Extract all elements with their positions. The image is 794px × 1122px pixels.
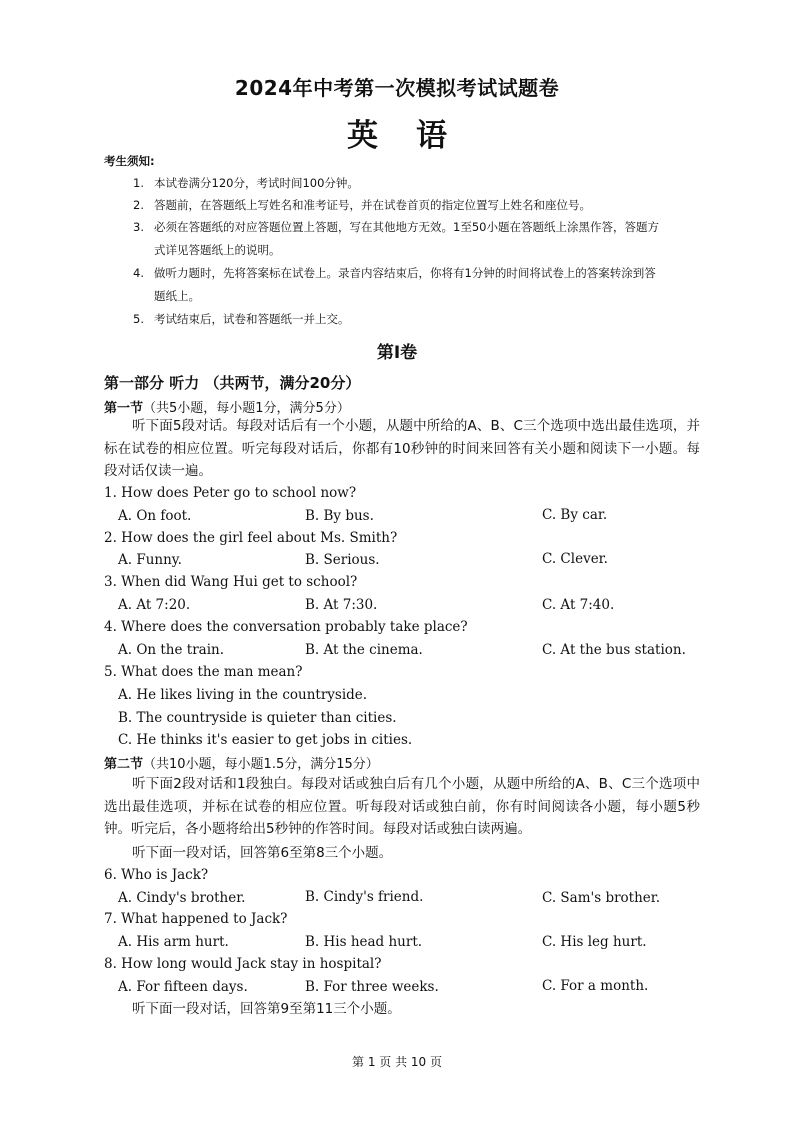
option-a: A. On the train. [118,642,225,658]
subject-title: 英语 [347,118,485,154]
section-heading [104,397,350,416]
option-b: B. At 7:30. [305,597,378,613]
rule-number: 1. [133,176,144,190]
volume-title: 第Ⅰ卷 [376,343,418,363]
part-title: 第一部分 听力 （共两节，满分20分） [104,374,361,392]
rule-text: 答题前，在答题纸上写姓名和准考证号，并在试卷首页的指定位置写上姓名和座位号。 [154,198,591,212]
option-b: B. Serious. [305,552,380,568]
rule-number: 4. [133,266,144,280]
option-c: C. At the bus station. [542,642,686,658]
rule-text: 必须在答题纸的对应答题位置上答题，写在其他地方无效。1至50小题在答题纸上涂黑作答，答题方 [154,220,659,234]
option-c: C. By car. [542,507,608,523]
option-c: C. Clever. [542,551,608,567]
dialogue-instruction: 听下面一段对话，回答第6至第8三个小题。 [132,845,393,861]
section-info: （共5小题，每小题1分，满分5分） [143,401,350,416]
option-c: C. Sam's brother. [542,890,661,906]
option-c: C. For a month. [542,978,649,994]
notice-heading: 考生须知: [104,154,155,168]
option-b: B. Cindy's friend. [305,889,424,905]
rule-text: 考试结束后，试卷和答题纸一并上交。 [154,312,350,326]
dialogue-instruction: 听下面一段对话，回答第9至第11三个小题。 [132,1001,401,1017]
rule-text: 本试卷满分120分，考试时间100分钟。 [154,176,359,190]
option-b: B. At the cinema. [305,642,423,658]
question-stem: 1. How does Peter go to school now? [104,485,357,501]
section-heading [104,753,379,772]
question-stem: 4. Where does the conversation probably take place? [104,619,468,635]
option-a: A. At 7:20. [118,597,191,613]
question-stem: 3. When did Wang Hui get to school? [104,574,358,590]
rule-number: 3. [133,220,144,234]
option-a: A. His arm hurt. [118,934,229,950]
rule-number: 2. [133,198,144,212]
exam-title: 2024年中考第一次模拟考试试题卷 [234,76,560,100]
option-a: A. Cindy's brother. [118,890,246,906]
option-c: C. He thinks it's easier to get jobs in cities. [118,732,413,748]
option-a: A. For fifteen days. [118,979,248,995]
question-stem: 6. Who is Jack? [104,867,209,883]
option-a: A. On foot. [118,508,192,524]
option-a: A. He likes living in the countryside. [118,687,368,703]
rule-text: 题纸上。 [154,289,200,303]
question-stem: 2. How does the girl feel about Ms. Smith? [104,530,398,546]
question-stem: 5. What does the man mean? [104,664,303,680]
option-b: B. His head hurt. [305,934,423,950]
section-info: （共10小题，每小题1.5分，满分15分） [143,757,379,772]
option-b: B. By bus. [305,508,374,524]
rule-text: 式详见答题纸上的说明。 [154,243,281,257]
question-stem: 7. What happened to Jack? [104,911,288,927]
option-b: B. For three weeks. [305,979,439,995]
option-a: A. Funny. [118,552,182,568]
question-stem: 8. How long would Jack stay in hospital? [104,956,382,972]
option-c: C. His leg hurt. [542,934,647,950]
section-title: 第一节 [104,401,144,416]
option-c: C. At 7:40. [542,597,615,613]
section-title: 第二节 [104,757,144,772]
section-instruction: 听下面5段对话。每段对话后有一个小题，从题中所给的A、B、C三个选项中选出最佳选项，并标在试卷的相应位置。听完每段对话后，你都有10秒钟的时间来回答有关小题和阅读下一小题。每段对话仅读一遍。 [104,418,700,479]
rule-text: 做听力题时，先将答案标在试卷上。录音内容结束后，你将有1分钟的时间将试卷上的答案转涂到答 [154,266,656,280]
option-b: B. The countryside is quieter than cities. [118,710,397,726]
rule-number: 5. [133,312,144,326]
section-instruction: 听下面2段对话和1段独白。每段对话或独白后有几个小题，从题中所给的A、B、C三个选项中选出最佳选项，并标在试卷的相应位置。听每段对话或独白前，你有时间阅读各小题，每小题5秒钟。听完后，各小题将给出5秒钟的作答时间。每段对话或独白读两遍。 [104,776,700,837]
page-footer: 第 1 页 共 10 页 [352,1055,442,1069]
